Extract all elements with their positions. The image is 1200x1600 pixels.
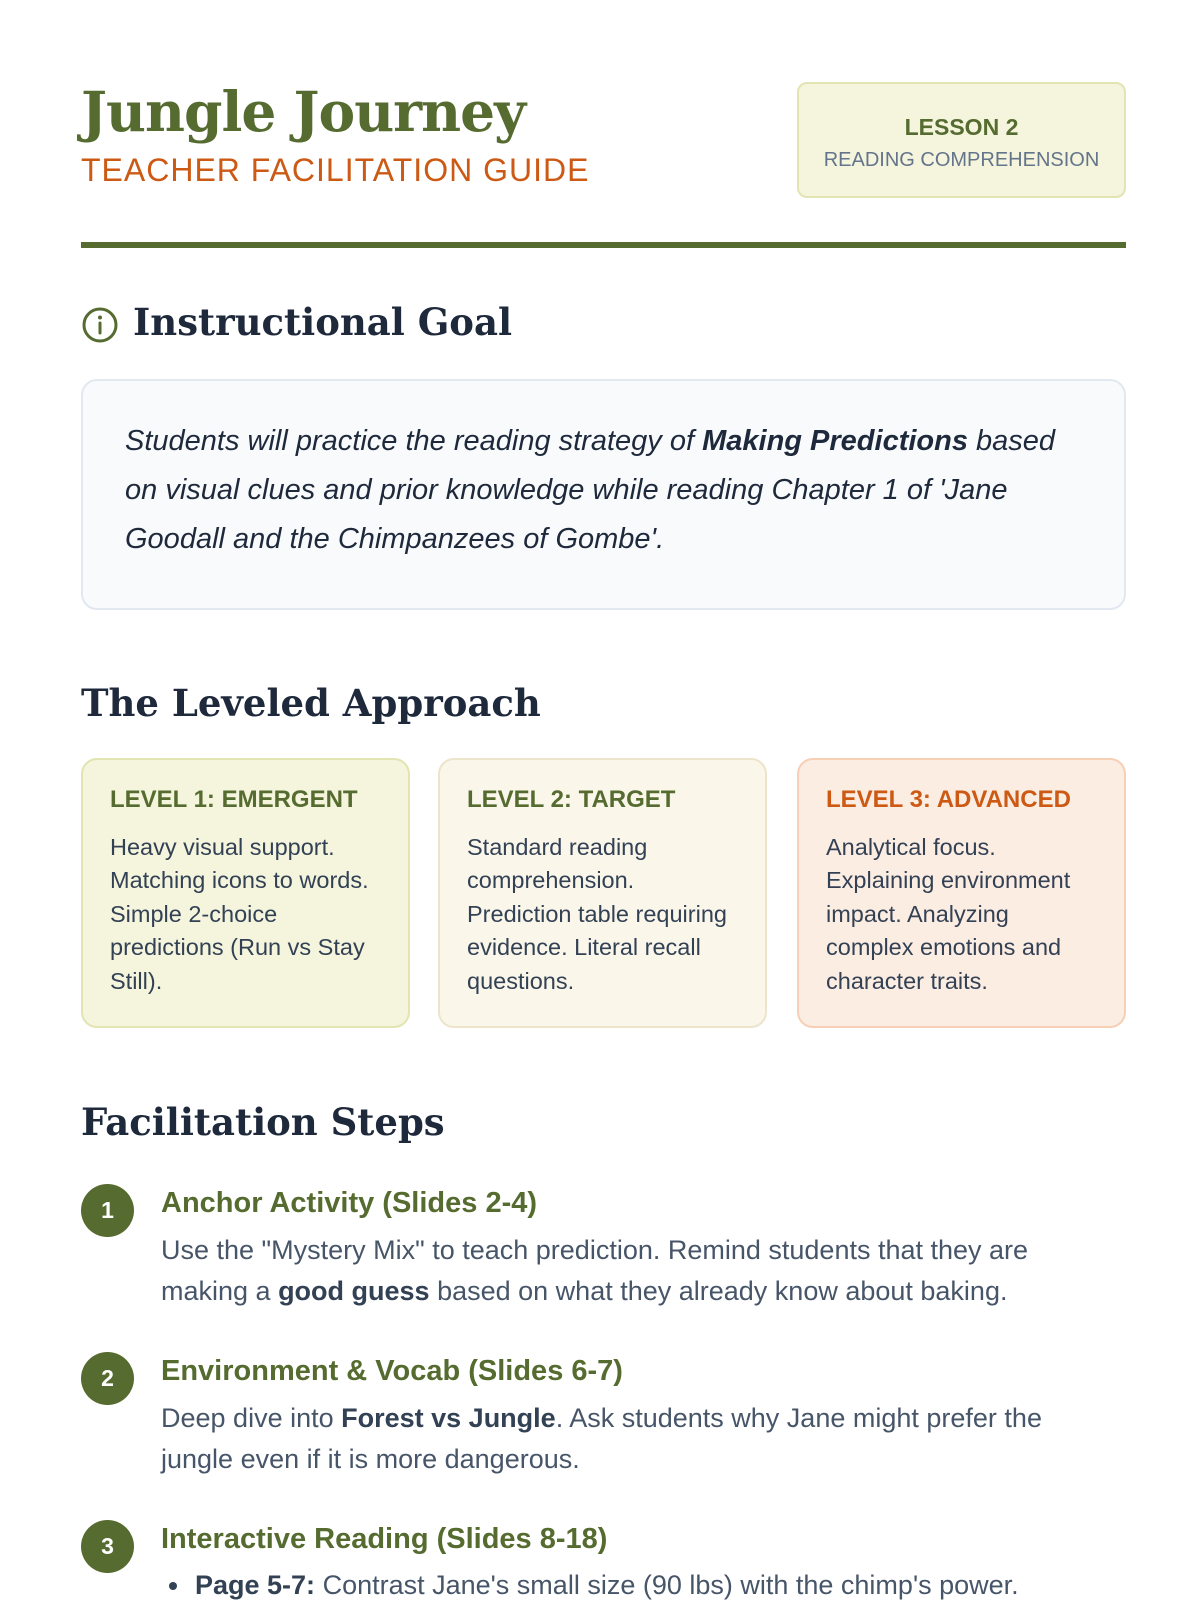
level-title: LEVEL 2: TARGET — [467, 786, 676, 813]
goal-box — [81, 379, 1126, 610]
goal-text: Students will practice the reading strategy of Making Predictions based on visual clues and prior knowledge while reading Chapter 1 of 'Jane Goodall and the Chimpanzees of Gombe'. — [125, 425, 1056, 555]
level-card-target — [438, 758, 767, 1028]
level-title: LEVEL 1: EMERGENT — [110, 786, 358, 813]
page-header — [81, 78, 1126, 248]
lesson-topic: READING COMPREHENSION — [823, 148, 1100, 171]
goal-heading: Instructional Goal — [133, 300, 512, 344]
step-bullet-list — [161, 1565, 1121, 1600]
level-title: LEVEL 3: ADVANCED — [826, 786, 1071, 813]
level-description: Analytical focus. Explaining environment impact. Analyzing complex emotions and character traits. — [826, 833, 1071, 994]
lesson-number: LESSON 2 — [904, 114, 1019, 140]
lesson-badge — [797, 82, 1126, 198]
level-card-advanced — [797, 758, 1126, 1028]
list-item: Page 5-7: Contrast Jane's small size (90 lbs) with the chimp's power. — [161, 1565, 1121, 1600]
step-description: Deep dive into Forest vs Jungle. Ask students why Jane might prefer the jungle even if it is more dangerous. — [161, 1403, 1042, 1474]
step-number-badge: 3 — [81, 1520, 134, 1573]
levels-heading: The Leveled Approach — [81, 681, 541, 725]
level-description: Standard reading comprehension. Prediction table requiring evidence. Literal recall questions. — [467, 833, 727, 994]
step-number-badge: 1 — [81, 1184, 134, 1237]
level-card-emergent — [81, 758, 410, 1028]
step-description: Use the "Mystery Mix" to teach prediction. Remind students that they are making a good guess based on what they already know about baking. — [161, 1235, 1029, 1306]
step-title: Anchor Activity (Slides 2-4) — [161, 1187, 538, 1219]
level-description: Heavy visual support. Matching icons to words. Simple 2-choice predictions (Run vs Stay Still). — [110, 833, 369, 994]
info-icon — [81, 306, 119, 344]
page-title: Jungle Journey — [81, 79, 526, 144]
step-title: Interactive Reading (Slides 8-18) — [161, 1523, 608, 1555]
steps-heading: Facilitation Steps — [81, 1100, 445, 1144]
step-title: Environment & Vocab (Slides 6-7) — [161, 1355, 623, 1387]
page-subtitle: TEACHER FACILITATION GUIDE — [81, 152, 590, 188]
step-number-badge: 2 — [81, 1352, 134, 1405]
goal-strategy: Making Predictions — [702, 425, 968, 457]
